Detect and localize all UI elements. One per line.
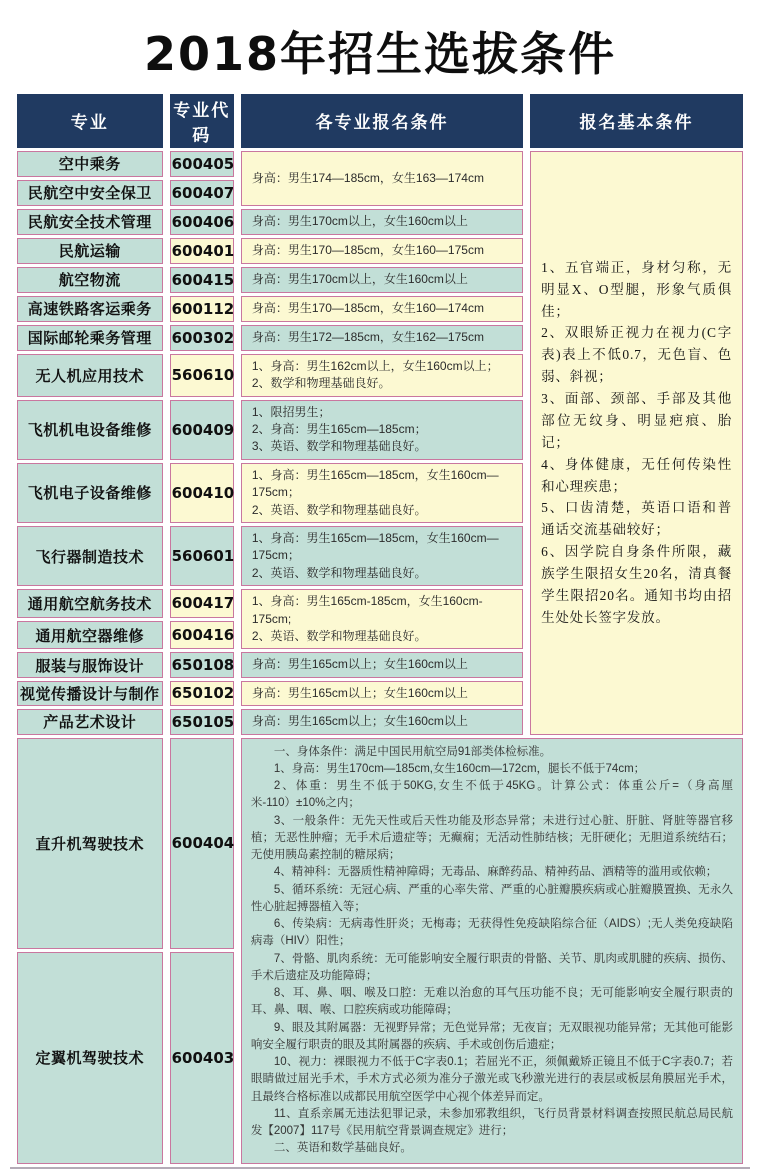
- code-cell: 650102: [170, 681, 234, 706]
- flight-condition-paragraph: 5、循环系统：无冠心病、严重的心率失常、严重的心脏瓣膜疾病或心脏瓣膜置换、无永久性心脏起搏器植入等；: [250, 883, 733, 913]
- basic-condition-item: 2、双眼矫正视力在视力(C字表)表上不低0.7，无色盲、色弱、斜视；: [541, 325, 732, 385]
- major-cell: 定翼机驾驶技术: [17, 952, 163, 1164]
- header-code: 专业代码: [170, 94, 234, 148]
- condition-cell: [241, 296, 523, 322]
- condition-cell: [241, 267, 523, 293]
- condition-line: 身高：男生170—185cm，女生160—174cm: [251, 301, 484, 316]
- code-cell: 600417: [170, 589, 234, 618]
- flight-condition-paragraph: 3、一般条件：无先天性或后天性功能及形态异常；未进行过心脏、肝脏、肾脏等器官移植；无恶性肿瘤；无手术后遗症等；无癫痫；无活动性肺结核；无肝硬化；无胆道系统结石；无使用胰岛素控制的糖尿病；: [250, 814, 733, 862]
- major-cell: 服装与服饰设计: [17, 652, 163, 677]
- header-major: 专业: [17, 94, 163, 148]
- major-cell: 通用航空器维修: [17, 621, 163, 650]
- condition-line: 2、数学和物理基础良好。: [251, 376, 391, 391]
- page-title: 2018年招生选拔条件: [143, 27, 617, 81]
- major-cell: 飞机机电设备维修: [17, 400, 163, 460]
- major-cell: 民航安全技术管理: [17, 209, 163, 235]
- condition-line: 1、身高：男生162cm以上，女生160cm以上；: [251, 358, 499, 373]
- condition-line: 身高：男生165cm以上；女生160cm以上: [251, 657, 468, 672]
- flight-condition-paragraph: 8、耳、鼻、咽、喉及口腔：无难以治愈的耳气压功能不良；无可能影响安全履行职责的耳、鼻、咽、喉、口腔疾病或功能障碍；: [250, 987, 733, 1017]
- code-cell: 560601: [170, 526, 234, 586]
- code-cell: 560610: [170, 354, 234, 397]
- condition-line: 身高：男生165cm以上；女生160cm以上: [251, 685, 468, 700]
- condition-line: 身高：男生165cm以上；女生160cm以上: [251, 714, 468, 729]
- code-cell: 600404: [170, 738, 234, 950]
- flight-condition-paragraph: 7、骨骼、肌肉系统：无可能影响安全履行职责的骨骼、关节、肌肉或肌腱的疾病、损伤、手术后遗症及功能障碍；: [250, 952, 733, 982]
- basic-condition-item: 3、面部、颈部、手部及其他部位无纹身、明显疤痕、胎记；: [541, 391, 732, 450]
- condition-line: 身高：男生174—185cm，女生163—174cm: [251, 170, 484, 185]
- flight-conditions-cell: [241, 738, 743, 1164]
- header-conditions: 各专业报名条件: [241, 94, 523, 148]
- condition-cell: [241, 709, 523, 734]
- major-cell: 国际邮轮乘务管理: [17, 325, 163, 351]
- condition-line: 身高：男生170—185cm，女生160—175cm: [251, 243, 484, 258]
- admissions-table: [10, 91, 750, 1167]
- table-row: [17, 151, 743, 177]
- condition-cell: [241, 463, 523, 523]
- flight-condition-paragraph: 2、体重：男生不低于50KG,女生不低于45KG。计算公式：体重公斤=（身高厘米-110）±10%之内；: [250, 780, 733, 810]
- table-row: [17, 738, 743, 950]
- condition-line: 1、身高：男生165cm—185cm，女生160cm—175cm；: [251, 467, 499, 500]
- code-cell: 600409: [170, 400, 234, 460]
- condition-line: 2、英语、数学和物理基础良好。: [251, 565, 427, 580]
- flight-condition-paragraph: 1、身高：男生170cm—185cm,女生160cm—172cm，腿长不低于74cm；: [273, 762, 646, 775]
- flight-condition-paragraph: 10、视力：裸眼视力不低于C字表0.1；若屈光不正，须佩戴矫正镜且不低于C字表0.7；若眼睛做过屈光手术，手术方式必须为准分子激光或飞秒激光进行的表层或板层角膜屈光手术，且最终合格标准以成都民用航空医学中心视个体差异而定。: [250, 1056, 733, 1103]
- flight-condition-paragraph: 4、精神科：无器质性精神障碍；无毒品、麻醉药品、精神药品、酒精等的滥用或依赖；: [273, 866, 718, 879]
- code-cell: 600415: [170, 267, 234, 293]
- header-basic-conditions: 报名基本条件: [530, 94, 743, 148]
- condition-cell: [241, 589, 523, 649]
- basic-condition-item: 5、口齿清楚，英语口语和普通话交流基础较好；: [541, 500, 732, 538]
- condition-line: 身高：男生170cm以上，女生160cm以上: [251, 214, 468, 229]
- major-cell: 直升机驾驶技术: [17, 738, 163, 950]
- code-cell: 600302: [170, 325, 234, 351]
- code-cell: 600406: [170, 209, 234, 235]
- code-cell: 650105: [170, 709, 234, 734]
- flight-condition-paragraph: 6、传染病：无病毒性肝炎；无梅毒；无获得性免疫缺陷综合征（AIDS）;无人类免疫缺陷病毒（HIV）阳性；: [250, 918, 733, 948]
- condition-line: 3、英语、数学和物理基础良好。: [251, 439, 427, 454]
- condition-cell: [241, 325, 523, 351]
- code-cell: 600401: [170, 238, 234, 264]
- condition-line: 2、身高：男生165cm—185cm；: [251, 422, 427, 437]
- major-cell: 民航运输: [17, 238, 163, 264]
- major-cell: 无人机应用技术: [17, 354, 163, 397]
- condition-line: 1、限招男生；: [251, 404, 331, 419]
- condition-cell: [241, 209, 523, 235]
- code-cell: 600405: [170, 151, 234, 177]
- major-cell: 通用航空航务技术: [17, 589, 163, 618]
- code-cell: 600407: [170, 180, 234, 206]
- major-cell: 高速铁路客运乘务: [17, 296, 163, 322]
- header-row: [17, 94, 743, 148]
- major-cell: 航空物流: [17, 267, 163, 293]
- condition-cell: [241, 151, 523, 206]
- flight-condition-paragraph: 二、英语和数学基础良好。: [273, 1142, 412, 1155]
- code-cell: 600112: [170, 296, 234, 322]
- major-cell: 民航空中安全保卫: [17, 180, 163, 206]
- basic-condition-item: 4、身体健康，无任何传染性和心理疾患；: [541, 456, 732, 494]
- basic-condition-item: 1、五官端正，身材匀称，无明显X、O型腿，形象气质俱佳；: [541, 259, 732, 319]
- basic-condition-item: 6、因学院自身条件所限，藏族学生限招女生20名，清真餐学生限招20名。通知书均由招生处处长签字发放。: [541, 544, 732, 625]
- condition-cell: [241, 354, 523, 397]
- condition-cell: [241, 400, 523, 460]
- condition-line: 1、身高：男生165cm—185cm，女生160cm—175cm；: [251, 531, 499, 563]
- major-cell: 飞行器制造技术: [17, 526, 163, 586]
- condition-line: 身高：男生170cm以上，女生160cm以上: [251, 272, 468, 287]
- condition-cell: [241, 238, 523, 264]
- flight-condition-paragraph: 11、直系亲属无违法犯罪记录，未参加邪教组织，飞行员背景材料调查按照民航总局民航发【2007】117号《民用航空背景调查规定》进行；: [250, 1107, 733, 1138]
- basic-conditions-cell: [530, 151, 743, 735]
- condition-line: 身高：男生172—185cm，女生162—175cm: [251, 330, 484, 345]
- major-cell: 飞机电子设备维修: [17, 463, 163, 523]
- flight-condition-paragraph: 一、身体条件：满足中国民用航空局91部类体检标准。: [273, 745, 552, 758]
- condition-cell: [241, 526, 523, 586]
- code-cell: 650108: [170, 652, 234, 677]
- flight-condition-paragraph: 9、眼及其附属器：无视野异常；无色觉异常；无夜盲；无双眼视功能异常；无其他可能影响安全履行职责的眼及其附属器的疾病、手术或创伤后遗症；: [250, 1021, 733, 1051]
- major-cell: 空中乘务: [17, 151, 163, 177]
- major-cell: 视觉传播设计与制作: [17, 681, 163, 706]
- condition-line: 1、身高：男生165cm-185cm，女生160cm-175cm;: [251, 594, 483, 626]
- code-cell: 600410: [170, 463, 234, 523]
- condition-line: 2、英语、数学和物理基础良好。: [251, 628, 427, 643]
- code-cell: 600416: [170, 621, 234, 650]
- code-cell: 600403: [170, 952, 234, 1164]
- condition-cell: [241, 681, 523, 706]
- major-cell: 产品艺术设计: [17, 709, 163, 734]
- condition-line: 2、英语、数学和物理基础良好。: [251, 502, 427, 517]
- condition-cell: [241, 652, 523, 677]
